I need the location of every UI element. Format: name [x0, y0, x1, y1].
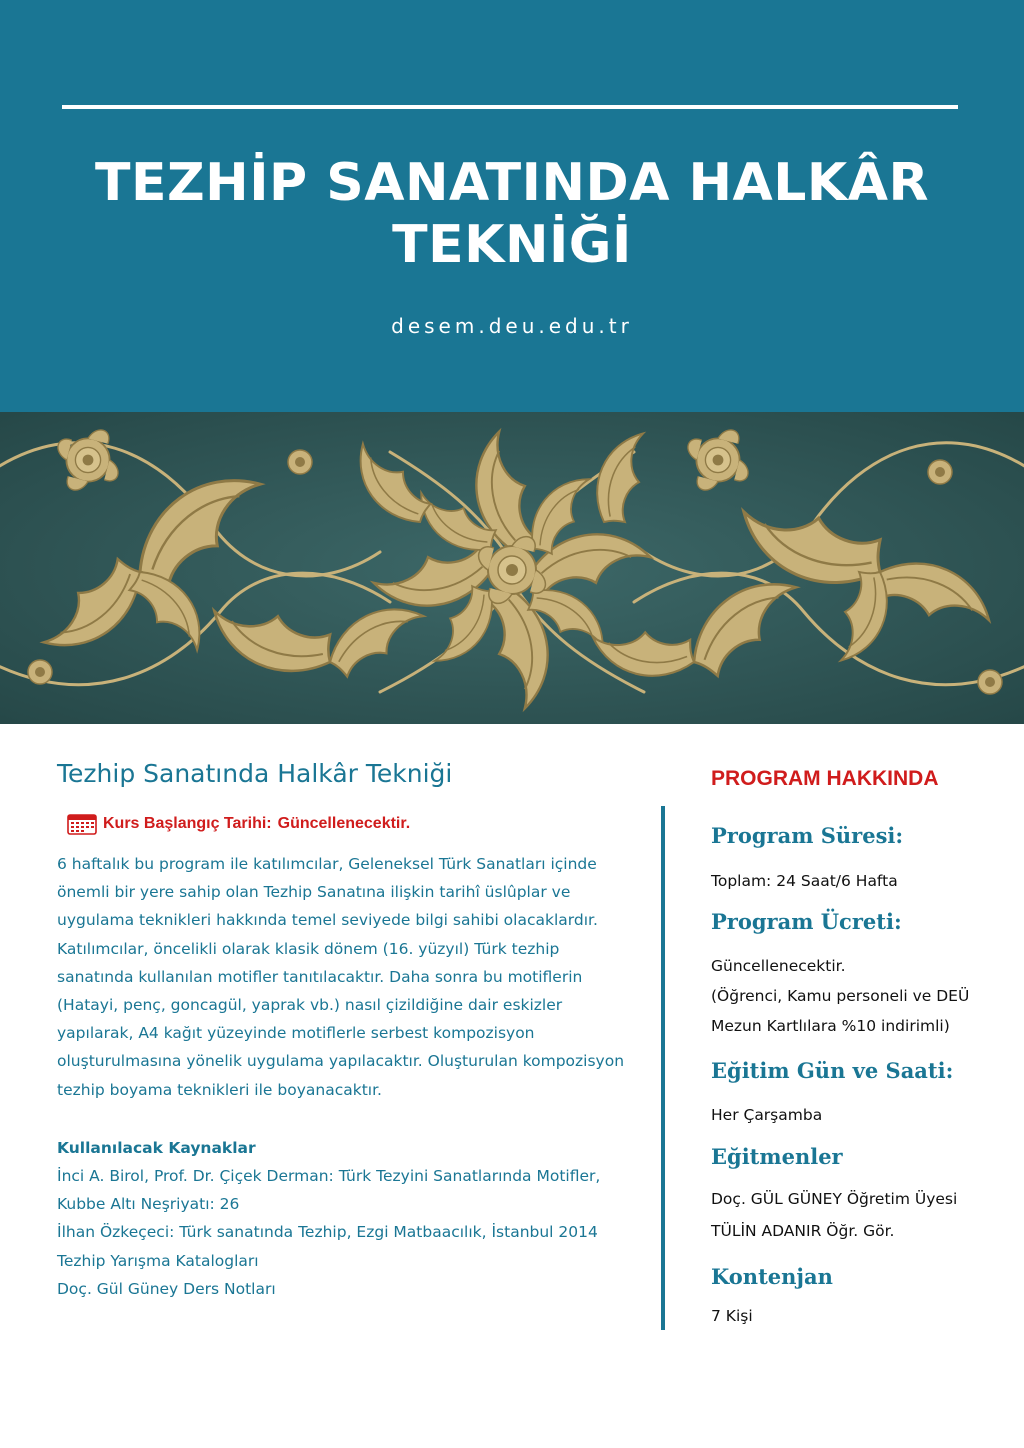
halkar-ornament-illustration: [0, 412, 1024, 724]
website-link[interactable]: desem.deu.edu.tr: [391, 314, 633, 338]
course-title: Tezhip Sanatında Halkâr Tekniği: [57, 759, 453, 788]
program-info-title: PROGRAM HAKKINDA: [711, 767, 939, 790]
description-line: oluşturulmasına yönelik uygulama yapılacaktır. Oluşturulan kompozisyon: [57, 1052, 625, 1071]
description-line: tezhip boyama teknikleri ile boyanacaktır.: [57, 1080, 382, 1099]
resource-item: Tezhip Yarışma Katalogları: [57, 1251, 259, 1270]
schedule-value: Her Çarşamba: [711, 1106, 823, 1124]
ornament-banner-image: [0, 412, 1024, 724]
description-line: yapılarak, A4 kağıt yüzeyinde motiflerle serbest kompozisyon: [57, 1024, 535, 1043]
instructors-heading: Eğitmenler: [711, 1144, 843, 1169]
start-date-row: [67, 812, 647, 836]
resource-item: Kubbe Altı Neşriyatı: 26: [57, 1195, 240, 1214]
column-divider: [661, 806, 665, 1330]
fee-note-line-2: Mezun Kartlılara %10 indirimli): [711, 1017, 950, 1035]
description-line: (Hatayi, penç, goncagül, yaprak vb.) nasıl çizildiğine dair eskizler: [57, 996, 563, 1015]
resources-heading: Kullanılacak Kaynaklar: [57, 1138, 256, 1157]
resource-item: İnci A. Birol, Prof. Dr. Çiçek Derman: Türk Tezyini Sanatlarında Motifler,: [57, 1167, 601, 1186]
fee-value: Güncellenecektir.: [711, 957, 846, 975]
course-content: [57, 754, 647, 1303]
page-title-line-2: TEKNİĞİ: [392, 215, 632, 275]
program-info: [711, 764, 1011, 1325]
instructor-2: TÜLİN ADANIR Öğr. Gör.: [711, 1222, 895, 1240]
course-description: [57, 850, 647, 1104]
schedule-heading: Eğitim Gün ve Saati:: [711, 1058, 954, 1083]
description-line: sanatında kullanılan motifler tanıtılacaktır. Daha sonra bu motiflerin: [57, 967, 583, 986]
description-line: uygulama teknikleri hakkında temel seviyede bilgi sahibi olacaklardır.: [57, 911, 598, 930]
description-line: Katılımcılar, öncelikli olarak klasik dönem (16. yüzyıl) Türk tezhip: [57, 939, 560, 958]
page-title-line-1: TEZHİP SANATINDA HALKÂR: [94, 153, 930, 213]
quota-value: 7 Kişi: [711, 1307, 753, 1325]
calendar-icon: [67, 813, 97, 835]
header-divider: [62, 105, 958, 109]
fee-note-line-1: (Öğrenci, Kamu personeli ve DEÜ: [711, 987, 970, 1005]
description-line: 6 haftalık bu program ile katılımcılar, Geleneksel Türk Sanatları içinde: [57, 855, 597, 873]
header-banner: [0, 0, 1024, 412]
resource-item: Doç. Gül Güney Ders Notları: [57, 1279, 276, 1298]
start-date-value: Güncellenecektir.: [277, 815, 411, 832]
resources-section: [57, 1134, 647, 1303]
page-title: [62, 152, 962, 276]
duration-heading: Program Süresi:: [711, 823, 904, 848]
resource-item: İlhan Özkeçeci: Türk sanatında Tezhip, Ezgi Matbaacılık, İstanbul 2014: [57, 1223, 598, 1242]
instructor-1: Doç. GÜL GÜNEY Öğretim Üyesi: [711, 1190, 958, 1208]
quota-heading: Kontenjan: [711, 1264, 833, 1289]
description-line: önemli bir yere sahip olan Tezhip Sanatına ilişkin tarihî üslûplar ve: [57, 883, 571, 902]
duration-value: Toplam: 24 Saat/6 Hafta: [711, 872, 898, 890]
fee-heading: Program Ücreti:: [711, 909, 902, 934]
start-date-label: Kurs Başlangıç Tarihi:: [103, 815, 272, 832]
